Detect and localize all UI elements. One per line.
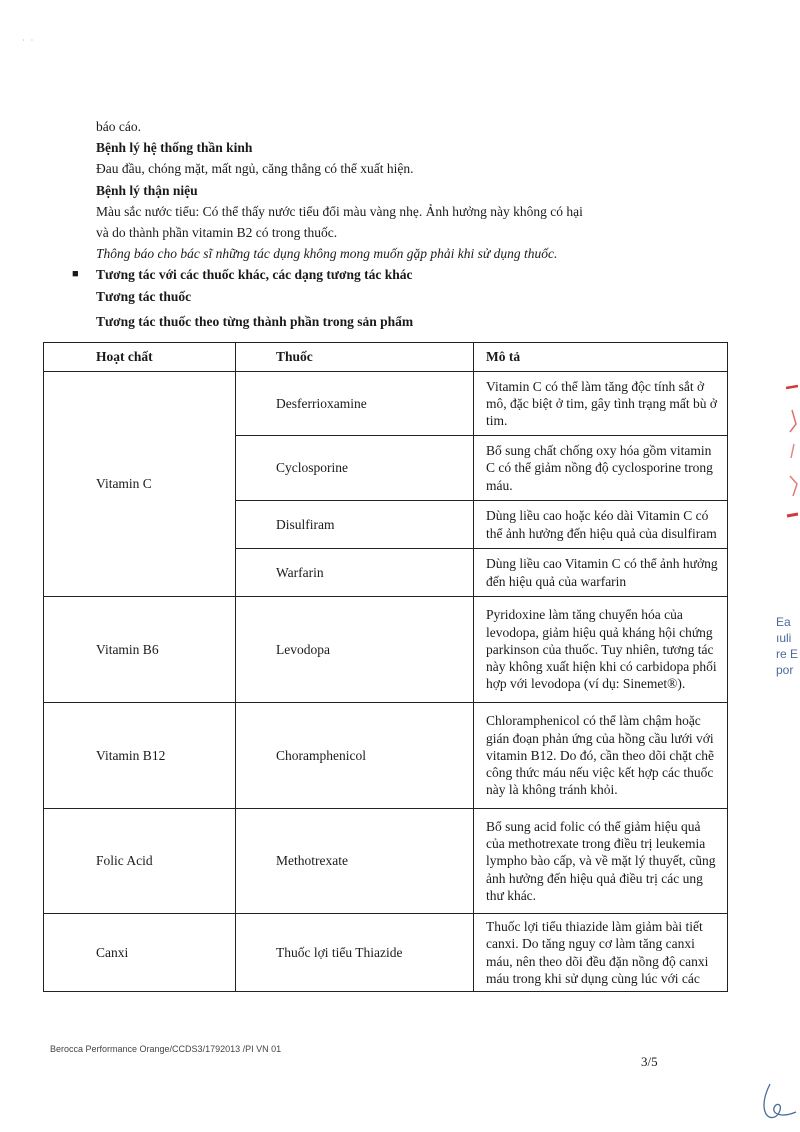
page-number: 3/5 — [641, 1054, 658, 1069]
scan-artifact: · · — [22, 36, 36, 45]
header-description: Mô tả — [474, 343, 728, 372]
ingredient-cell: Canxi — [44, 914, 236, 992]
description-cell: Dùng liều cao Vitamin C có thể ảnh hưởng đến hiệu quả của warfarin — [474, 549, 728, 597]
text-line: báo cáo. — [96, 119, 141, 134]
notice-text: Thông báo cho bác sĩ những tác dụng không mong muốn gặp phải khi sử dụng thuốc. — [96, 246, 558, 262]
drug-cell: Choramphenicol — [236, 703, 474, 809]
footer-doc-ref: Berocca Performance Orange/CCDS3/1792013 /PI VN 01 — [50, 1044, 282, 1054]
header-drug: Thuốc — [236, 343, 474, 372]
signature-icon — [752, 1080, 798, 1124]
fragment-line: por — [776, 663, 794, 677]
description-cell: Thuốc lợi tiểu thiazide làm giảm bài tiết canxi. Do tăng nguy cơ làm tăng canxi máu, nên theo dõi đều đặn nồng độ canxi máu trong khi sử dụng cùng lúc với các — [474, 914, 728, 992]
fragment-line: Ea — [776, 615, 791, 629]
description-cell: Chloramphenicol có thể làm chậm hoặc gián đoạn phản ứng của hồng cầu lưới với vitamin B12. Do đó, cần theo dõi chặt chẽ công thức máu nếu việc kết hợp các thuốc này là không tránh khỏi. — [474, 703, 728, 809]
bullet-heading-text: Tương tác với các thuốc khác, các dạng tương tác khác — [96, 267, 413, 283]
table-caption: Tương tác thuốc theo từng thành phần trong sản phẩm — [96, 313, 414, 329]
table-row — [44, 597, 728, 703]
section-heading-neuro: Bệnh lý hệ thống thần kinh — [96, 140, 253, 156]
drug-cell: Thuốc lợi tiểu Thiazide — [236, 914, 474, 992]
description-cell: Vitamin C có thể làm tăng độc tính sắt ở mô, đặc biệt ở tim, gây tình trạng mất bù ở tim. — [474, 372, 728, 436]
drug-cell: Levodopa — [236, 597, 474, 703]
header-ingredient: Hoạt chất — [44, 343, 236, 372]
ingredient-cell: Folic Acid — [44, 809, 236, 914]
text-line: Đau đầu, chóng mặt, mất ngủ, căng thẳng có thể xuất hiện. — [96, 161, 414, 177]
text-line: và do thành phần vitamin B2 có trong thuốc. — [96, 225, 338, 241]
bullet-square-icon: ■ — [72, 268, 79, 281]
ingredient-cell: Vitamin B12 — [44, 703, 236, 809]
description-cell: Bổ sung acid folic có thể giảm hiệu quả của methotrexate trong điều trị leukemia lympho bào cấp, và về mặt lý thuyết, cũng ảnh hưởng đến hiệu quả điều trị các ung thư khác. — [474, 809, 728, 914]
drug-cell: Methotrexate — [236, 809, 474, 914]
description-cell: Dùng liều cao hoặc kéo dài Vitamin C có thể ảnh hưởng đến hiệu quả của disulfiram — [474, 501, 728, 549]
bullet-heading — [72, 264, 696, 285]
table-row — [44, 809, 728, 914]
table-row — [44, 703, 728, 809]
sub-heading: Tương tác thuốc — [96, 288, 192, 304]
table-header-row — [44, 343, 728, 372]
drug-cell: Warfarin — [236, 549, 474, 597]
document-body — [72, 116, 696, 332]
ingredient-cell: Vitamin C — [44, 372, 236, 597]
ingredient-cell: Vitamin B6 — [44, 597, 236, 703]
description-cell: Pyridoxine làm tăng chuyển hóa của levodopa, giảm hiệu quả kháng hội chứng parkinson của thuốc. Tuy nhiên, tương tác này không xuất hiện khi có carbidopa phối hợp với levodopa (ví dụ: Sinemet®). — [474, 597, 728, 703]
description-cell: Bổ sung chất chống oxy hóa gồm vitamin C có thể giảm nồng độ cyclosporine trong máu. — [474, 436, 728, 501]
drug-cell: Disulfiram — [236, 501, 474, 549]
text-line: Màu sắc nước tiểu: Có thể thấy nước tiểu đổi màu vàng nhẹ. Ảnh hưởng này không có hại — [96, 203, 583, 219]
section-heading-renal: Bệnh lý thận niệu — [96, 182, 198, 198]
fragment-line: ıuli — [776, 631, 792, 645]
drug-cell: Cyclosporine — [236, 436, 474, 501]
adjacent-page-fragment — [776, 614, 798, 678]
table-row — [44, 372, 728, 436]
interaction-table — [43, 342, 728, 992]
drug-cell: Desferrioxamine — [236, 372, 474, 436]
fragment-line: re E — [776, 647, 799, 661]
red-stamp-edge-icon — [784, 384, 800, 524]
table-row — [44, 914, 728, 992]
